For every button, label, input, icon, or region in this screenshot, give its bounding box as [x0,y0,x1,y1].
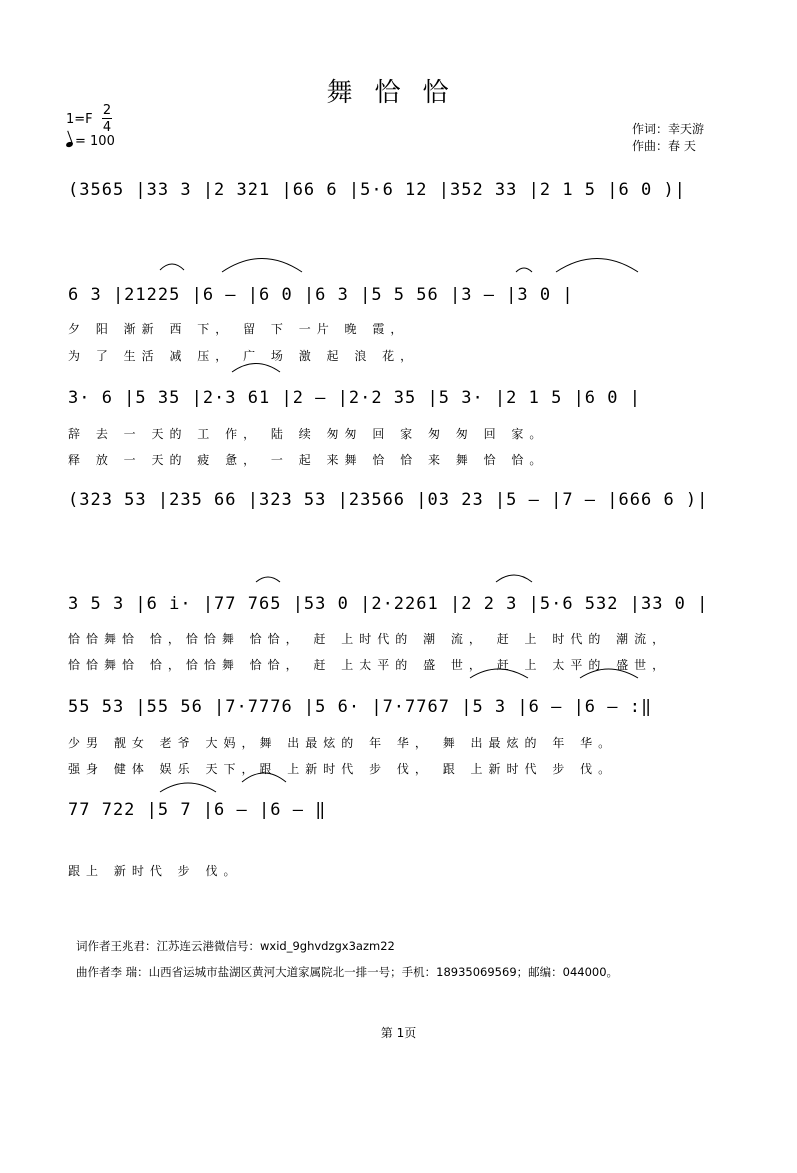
slur [516,268,532,272]
slur [496,575,532,582]
slur [470,669,528,678]
key-signature: 1=F [66,112,93,127]
lyricist-credit: 作词：幸天游 [632,122,705,136]
song-title: 舞恰恰 [326,78,471,108]
music-line-5: 3 5 3 |6 i· |77 765 |53 0 |2·2261 |2 2 3 |5·6 532 |33 0 | [68,594,709,614]
music-line-2: 6 3 |21225 |6 – |6 0 |6 3 |5 5 56 |3 – |3 0 | [68,285,574,305]
music-line-7: 77 722 |5 7 |6 – |6 – ‖ [68,800,327,820]
slur [242,773,286,782]
slur [222,259,302,273]
slur [160,264,184,270]
slur [160,783,216,792]
slur [256,577,280,582]
music-line-6: 55 53 |55 56 |7·7776 |5 6· |7·7767 |5 3 |6 – |6 – :‖ [68,697,653,717]
music-line-3: 3· 6 |5 35 |2·3 61 |2 – |2·2 35 |5 3· |2 1 5 |6 0 | [68,388,641,408]
lyric-line-5: 恰恰舞恰 恰，恰恰舞 恰恰， 赶 上时代的 潮 流， 赶 上 时代的 潮流， [68,632,671,646]
lyric-line-4: 释 放 一 天的 疲 惫， 一 起 来舞 恰 恰 来 舞 恰 恰。 [68,453,548,467]
slur [580,669,638,678]
music-line-1: (3565 |33 3 |2 321 |66 6 |5·6 12 |352 33 |2 1 5 |6 0 )| [68,180,686,200]
lyric-line-6: 恰恰舞恰 恰，恰恰舞 恰恰， 赶 上太平的 盛 世， 赶 上 太平的 盛世， [68,658,671,672]
lyric-line-1: 夕 阳 渐新 西 下， 留 下 一片 晚 霞， [68,322,409,336]
lyric-line-7: 少男 靓女 老爷 大妈，舞 出最炫的 年 华， 舞 出最炫的 年 华。 [68,736,617,750]
footer-line-2: 曲作者李 瑞：山西省运城市盐湖区黄河大道家属院北一排一号；手机：18935069569；邮编：044000。 [76,965,619,979]
lyric-line-3: 辞 去 一 天的 工 作， 陆 续 匆匆 回 家 匆 匆 回 家。 [68,427,548,441]
time-signature-top: 2 [102,103,112,118]
lyric-line-8: 强身 健体 娱乐 天下，跟 上新时代 步 伐， 跟 上新时代 步 伐。 [68,762,617,776]
page-number: 第 1页 [380,1026,417,1040]
slur [556,259,638,273]
music-line-4: (323 53 |235 66 |323 53 |23566 |03 23 |5 – |7 – |666 6 )| [68,490,709,510]
composer-credit: 作曲：春 天 [632,139,696,153]
lyric-line-2: 为 了 生活 减 压， 广 场 激 起 浪 花， [68,349,419,363]
slur [232,364,280,373]
tempo-value: = 100 [75,134,115,149]
footer-line-1: 词作者王兆君：江苏连云港微信号：wxid_9ghvdzgx3azm22 [76,939,395,953]
lyric-line-9: 跟上 新时代 步 伐。 [68,864,242,878]
time-signature-bottom: 4 [102,120,112,135]
